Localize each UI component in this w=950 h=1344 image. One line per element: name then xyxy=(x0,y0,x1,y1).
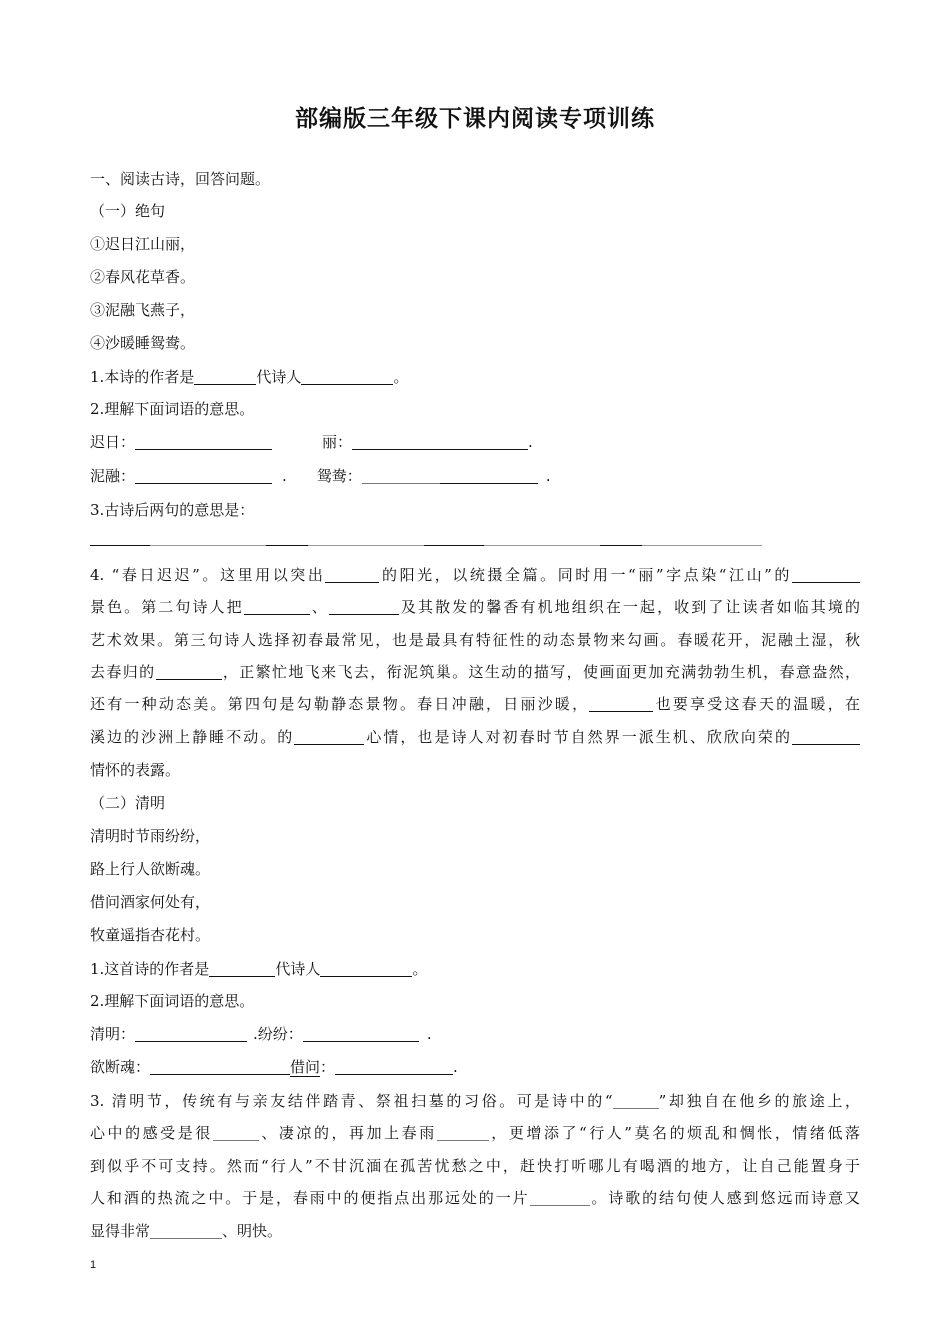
word-row: 泥融： . 鸳鸯： . xyxy=(90,467,551,485)
translation-blank-line[interactable] xyxy=(90,545,762,547)
poem-subtitle-qingming: （二）清明 xyxy=(90,794,166,812)
poem-line: 借问酒家何处有， xyxy=(90,893,211,911)
answer-blank[interactable] xyxy=(352,433,528,450)
appreciation-line: 人和酒的热流之中。于是，春雨中的便指点出那远处的一片 。诗歌的结句使人感到悠远而诗意又 xyxy=(90,1189,860,1207)
poem-line: 清明时节雨纷纷， xyxy=(90,827,211,845)
answer-blank[interactable] xyxy=(437,1124,489,1141)
answer-blank[interactable] xyxy=(150,1222,222,1239)
poem-line: ②春风花草香。 xyxy=(90,268,196,286)
question-meaning: 2.理解下面词语的意思。 xyxy=(90,992,255,1010)
appreciation-line: 溪边的沙洲上静睡不动。的 心情，也是诗人对初春时节自然界一派生机、欣欣向荣的 xyxy=(90,726,860,748)
answer-blank[interactable] xyxy=(194,368,256,385)
appreciation-line: 到似乎不可支持。然而“行人”不甘沉湎在孤苦忧愁之中，赶快打听哪儿有喝酒的地方，让自己能置身于 xyxy=(90,1157,860,1175)
answer-blank[interactable] xyxy=(325,566,379,583)
section-heading: 一、阅读古诗，回答问题。 xyxy=(90,170,271,188)
answer-blank[interactable] xyxy=(329,598,399,615)
appreciation-line: 艺术效果。第三句诗人选择初春最常见，也是最具有特征性的动态景物来勾画。春暖花开，泥融土湿，秋 xyxy=(90,631,860,649)
answer-blank[interactable] xyxy=(244,598,310,615)
appreciation-line: 显得非常 、明快。 xyxy=(90,1222,283,1240)
poem-line: ①迟日江山丽， xyxy=(90,235,196,253)
answer-blank[interactable] xyxy=(792,566,860,583)
answer-blank[interactable] xyxy=(294,728,364,745)
answer-blank[interactable] xyxy=(589,695,653,712)
answer-blank[interactable] xyxy=(209,960,275,977)
appreciation-line: 4. “春日迟迟”。这里用以突出 的阳光，以统摄全篇。同时用一“丽”字点染“江山”的 xyxy=(90,564,860,586)
answer-blank[interactable] xyxy=(320,960,412,977)
poem-line: 路上行人欲断魂。 xyxy=(90,860,211,878)
answer-blank[interactable] xyxy=(213,1124,259,1141)
appreciation-line: 心中的感受是很 、凄凉的，再加上春雨 ，更增添了“行人”莫名的烦乱和惆怅，情绪低落 xyxy=(90,1124,860,1142)
word-row: 迟日： 丽： . xyxy=(90,433,533,451)
question-translation: 3.古诗后两句的意思是： xyxy=(90,501,255,519)
answer-blank[interactable] xyxy=(303,1025,419,1042)
question-meaning: 2.理解下面词语的意思。 xyxy=(90,400,255,418)
appreciation-line: 情怀的表露。 xyxy=(90,761,181,779)
answer-blank[interactable] xyxy=(335,1058,453,1075)
question-author: 1.本诗的作者是 代诗人 。 xyxy=(90,368,409,386)
answer-blank[interactable] xyxy=(792,728,860,745)
answer-blank[interactable] xyxy=(150,1058,290,1075)
poem-line: ④沙暖睡鸳鸯。 xyxy=(90,334,196,352)
answer-blank[interactable] xyxy=(135,1025,247,1042)
appreciation-line: 去春归的 ，正繁忙地飞来飞去，衔泥筑巢。这生动的描写，使画面更加充满勃勃生机，春意盎然， xyxy=(90,663,860,681)
poem-line: ③泥融飞燕子， xyxy=(90,301,196,319)
appreciation-line: 还有一种动态美。第四句是勾勒静态景物。春日冲融，日丽沙暖， 也要享受这春天的温暖，在 xyxy=(90,695,860,713)
word-row: 欲断魂： 借问： . xyxy=(90,1058,458,1076)
answer-blank[interactable] xyxy=(362,467,440,484)
question-author: 1.这首诗的作者是 代诗人 。 xyxy=(90,960,428,978)
answer-blank[interactable] xyxy=(135,467,272,484)
page-number: 1 xyxy=(90,1259,97,1271)
appreciation-line: 景色。第二句诗人把 、 及其散发的馨香有机地组织在一起，收到了让读者如临其境的 xyxy=(90,598,860,616)
word-row: 清明： .纷纷： . xyxy=(90,1025,432,1043)
answer-blank[interactable] xyxy=(530,1189,590,1206)
answer-blank[interactable] xyxy=(613,1092,659,1109)
appreciation-line: 3. 清明节，传统有与亲友结伴踏青、祭祖扫墓的习俗。可是诗中的“ ”却独自在他乡的旅途上， xyxy=(90,1092,860,1110)
answer-blank[interactable] xyxy=(156,663,222,680)
answer-blank[interactable] xyxy=(301,368,393,385)
poem-subtitle-jueju: （一）绝句 xyxy=(90,202,166,220)
poem-line: 牧童遥指杏花村。 xyxy=(90,926,211,944)
page-title: 部编版三年级下课内阅读专项训练 xyxy=(295,106,655,132)
answer-blank[interactable] xyxy=(440,467,538,484)
answer-blank[interactable] xyxy=(135,433,272,450)
